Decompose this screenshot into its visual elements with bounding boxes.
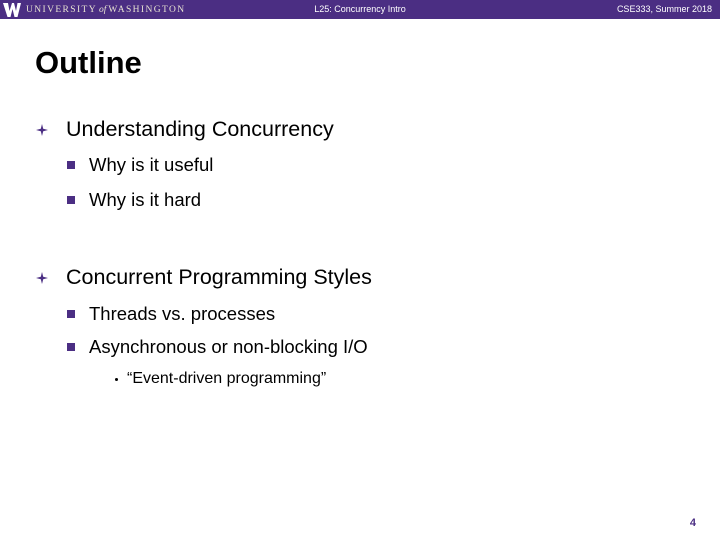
square-bullet-icon: [67, 310, 75, 318]
bullet-item: [36, 117, 334, 142]
sub-bullet-label: Threads vs. processes: [89, 303, 276, 324]
bullet-label: Concurrent Programming Styles: [66, 265, 372, 289]
page-number: 4: [689, 517, 696, 529]
diamond-bullet-icon: [36, 272, 66, 284]
sub-bullet-item: [67, 303, 275, 325]
bullet-item: [36, 265, 372, 290]
square-bullet-icon: [67, 196, 75, 204]
sub-bullet-item: [67, 189, 201, 211]
sub-bullet-label: Why is it useful: [89, 154, 214, 175]
sub-sub-bullet-label: “Event-driven programming”: [127, 370, 327, 387]
bullet-label: Understanding Concurrency: [66, 117, 334, 141]
square-bullet-icon: [67, 161, 75, 169]
sub-bullet-label: Asynchronous or non-blocking I/O: [89, 336, 368, 357]
diamond-bullet-icon: [36, 124, 66, 136]
university-wordmark: UNIVERSITY of WASHINGTON: [26, 4, 186, 15]
sub-sub-bullet-item: [115, 370, 326, 388]
sub-bullet-item: [67, 336, 368, 358]
slide-title: Outline: [35, 45, 142, 80]
square-bullet-icon: [67, 343, 75, 351]
sub-bullet-label: Why is it hard: [89, 189, 202, 210]
dot-bullet-icon: [115, 378, 118, 381]
sub-bullet-item: [67, 154, 213, 176]
course-label: CSE333, Summer 2018: [616, 4, 712, 14]
header-bar: [0, 0, 720, 19]
lecture-title: L25: Concurrency Intro: [314, 4, 406, 14]
